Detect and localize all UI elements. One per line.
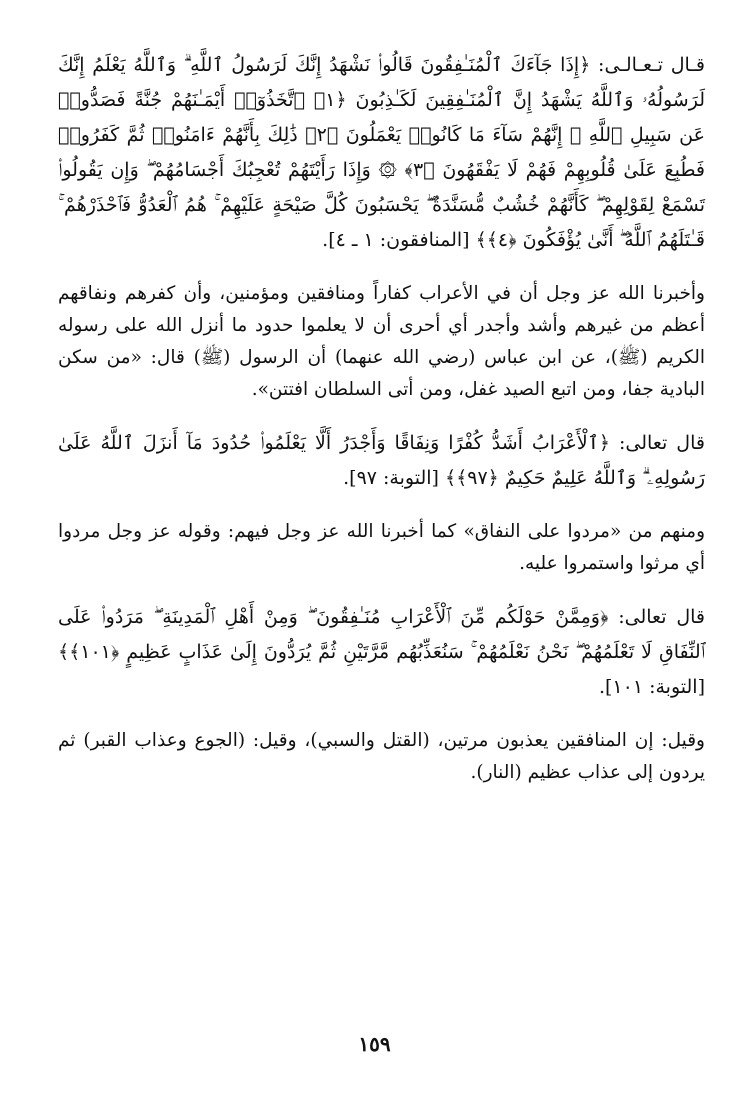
quran-citation-tawbah-101: قال تعالى: ﴿وَمِمَّنْ حَوْلَكُم مِّنَ ٱلْأَعْرَابِ مُنَـٰفِقُونَ ۖ وَمِنْ أَهْلِ ٱلْمَدِينَةِ ۖ مَرَدُوا۟ عَلَى ٱلنِّفَاقِ لَا تَعْلَمُهُمْ ۖ نَحْنُ نَعْلَمُهُمْ ۚ سَنُعَذِّبُهُم مَّرَّتَيْنِ ثُمَّ يُرَدُّونَ إِلَىٰ عَذَابٍ عَظِيمٍ ﴿١٠١﴾﴾ [التوبة: ١٠١]. <box>58 606 705 698</box>
page-number: ١٥٩ <box>358 1032 391 1056</box>
quran-citation-tawbah-97: قال تعالى: ﴿ٱلْأَعْرَابُ أَشَدُّ كُفْرًا وَنِفَاقًا وَأَجْدَرُ أَلَّا يَعْلَمُوا۟ حُدُودَ مَآ أَنزَلَ ٱللَّهُ عَلَىٰ رَسُولِهِۦ ۗ وَٱللَّهُ عَلِيمٌ حَكِيمٌ ﴿٩٧﴾﴾ [التوبة: ٩٧]. <box>58 432 705 489</box>
commentary-paragraph-nifaq: ومنهم من «مردوا على النفاق» كما أخبرنا الله عز وجل فيهم: وقوله عز وجل مردوا أي مرثوا واستمروا عليه. <box>58 521 705 574</box>
commentary-paragraph-punishment: وقيل: إن المنافقين يعذبون مرتين، (القتل والسبي)، وقيل: (الجوع وعذاب القبر) ثم يردون إلى عذاب عظيم (النار). <box>58 730 705 783</box>
quran-citation-munafiqun: قـال تـعـالـى: ﴿إِذَا جَآءَكَ ٱلْمُنَـٰفِقُونَ قَالُوا۟ نَشْهَدُ إِنَّكَ لَرَسُولُ ٱللَّهِ ۗ وَٱللَّهُ يَعْلَمُ إِنَّكَ لَرَسُولُهُۥ وَٱللَّهُ يَشْهَدُ إِنَّ ٱلْمُنَـٰفِقِينَ لَكَـٰذِبُونَ ﴿١﴾ ٱتَّخَذُوٓا۟ أَيْمَـٰنَهُمْ جُنَّةً فَصَدُّوا۟ عَن سَبِيلِ ٱللَّهِ ۚ إِنَّهُمْ سَآءَ مَا كَانُوا۟ يَعْمَلُونَ ﴿٢﴾ ذَٰلِكَ بِأَنَّهُمْ ءَامَنُوا۟ ثُمَّ كَفَرُوا۟ فَطُبِعَ عَلَىٰ قُلُوبِهِمْ فَهُمْ لَا يَفْقَهُونَ ﴿٣﴾ ۞ وَإِذَا رَأَيْتَهُمْ تُعْجِبُكَ أَجْسَامُهُمْ ۖ وَإِن يَقُولُوا۟ تَسْمَعْ لِقَوْلِهِمْ ۖ كَأَنَّهُمْ خُشُبٌ مُّسَنَّدَةٌ ۖ يَحْسَبُونَ كُلَّ صَيْحَةٍ عَلَيْهِمْ ۚ هُمُ ٱلْعَدُوُّ فَٱحْذَرْهُمْ ۚ قَـٰتَلَهُمُ ٱللَّهُ ۖ أَنَّىٰ يُؤْفَكُونَ ﴿٤﴾﴾ [المنافقون: ١ ـ ٤]. <box>58 54 705 251</box>
commentary-paragraph-arabs: وأخبرنا الله عز وجل أن في الأعراب كفاراً ومنافقين ومؤمنين، وأن كفرهم ونفاقهم أعظم من غيرهم وأشد وأجدر أي أحرى أن لا يعلموا حدود ما أنزل الله على رسوله الكريم (ﷺ)، عن ابن عباس (رضي الله عنهما) أن الرسول (ﷺ) قال: «من سكن البادية جفا، ومن اتبع الصيد غفل، ومن أتى السلطان افتتن». <box>58 283 705 400</box>
